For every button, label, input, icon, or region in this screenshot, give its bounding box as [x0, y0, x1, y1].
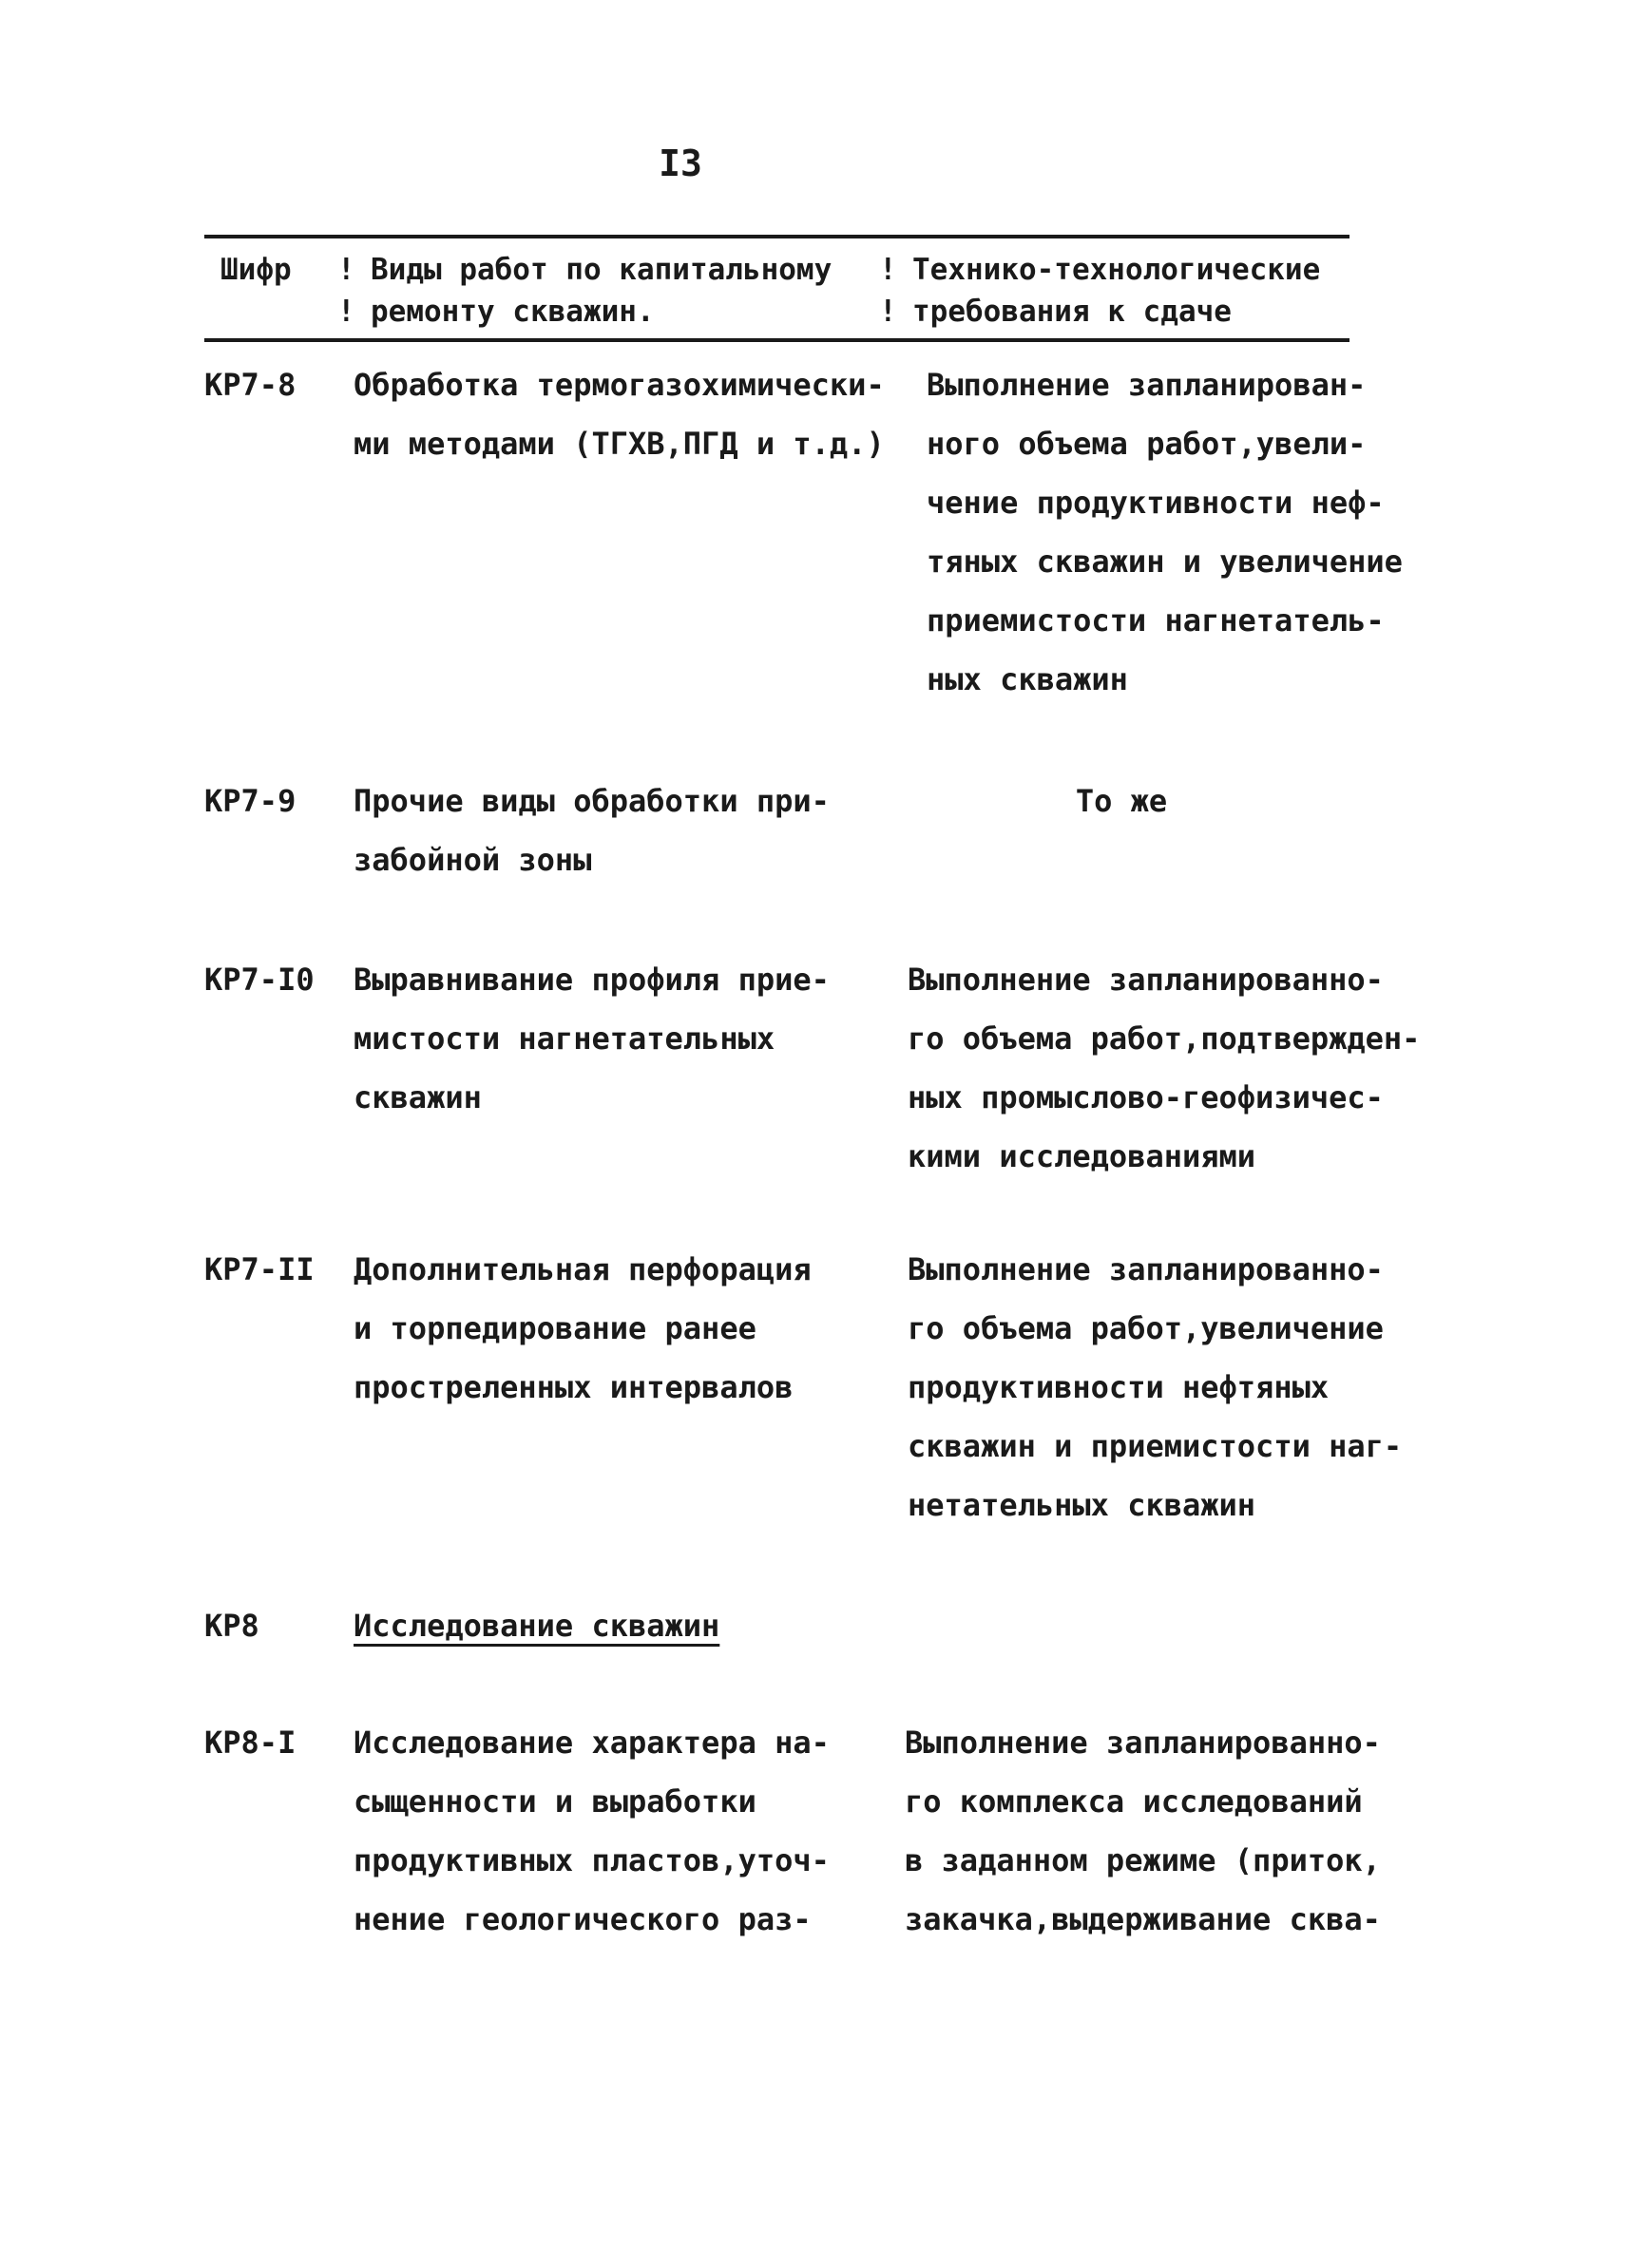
- row-work-description: Прочие виды обработки при- забойной зоны: [354, 783, 830, 878]
- row-work-description: Обработка термогазохимически- ми методами (ТГХВ,ПГД и т.д.): [354, 367, 885, 462]
- section-title: Исследование скважин: [354, 1608, 720, 1644]
- table-header-rule: [204, 338, 1349, 342]
- row-code: КР7-9: [204, 783, 297, 819]
- header-work-types: Виды работ по капитальному ремонту скважин.: [371, 253, 833, 329]
- row-requirements: Выполнение запланированно- го объема работ,подтвержден- ных промыслово-геофизичес- кими исследованиями: [908, 962, 1421, 1174]
- header-code: Шифр: [220, 253, 292, 287]
- row-code: КР7-8: [204, 367, 297, 403]
- header-requirements: Технико-технологические требования к сдаче: [912, 253, 1321, 329]
- page-number: I3: [659, 143, 702, 184]
- row-code: КР7-II: [204, 1251, 315, 1287]
- row-requirements: Выполнение запланированно- го объема работ,увеличение продуктивности нефтяных скважин и приемистости наг- нетательных скважин: [908, 1251, 1403, 1523]
- section-code: КР8: [204, 1608, 259, 1644]
- table-header: [0, 249, 1627, 334]
- header-separator-2: ! !: [879, 253, 897, 329]
- row-requirements: Выполнение запланирован- ного объема работ,увели- чение продуктивности неф- тяных скважин и увеличение приемистости нагнетатель- ных скважин: [927, 367, 1403, 697]
- table-top-rule: [204, 235, 1349, 238]
- row-work-description: Дополнительная перфорация и торпедирование ранее простреленных интервалов: [354, 1251, 812, 1405]
- header-separator-1: ! !: [337, 253, 355, 329]
- row-requirements: То же: [1075, 783, 1168, 819]
- row-code: КР8-I: [204, 1725, 297, 1761]
- row-requirements: Выполнение запланированно- го комплекса исследований в заданном режиме (приток, закачка,выдерживание сква-: [905, 1725, 1381, 1937]
- row-code: КР7-I0: [204, 962, 315, 998]
- row-work-description: Исследование характера на- сыщенности и выработки продуктивных пластов,уточ- нение геологического раз-: [354, 1725, 830, 1937]
- row-work-description: Выравнивание профиля прие- мистости нагнетательных скважин: [354, 962, 830, 1115]
